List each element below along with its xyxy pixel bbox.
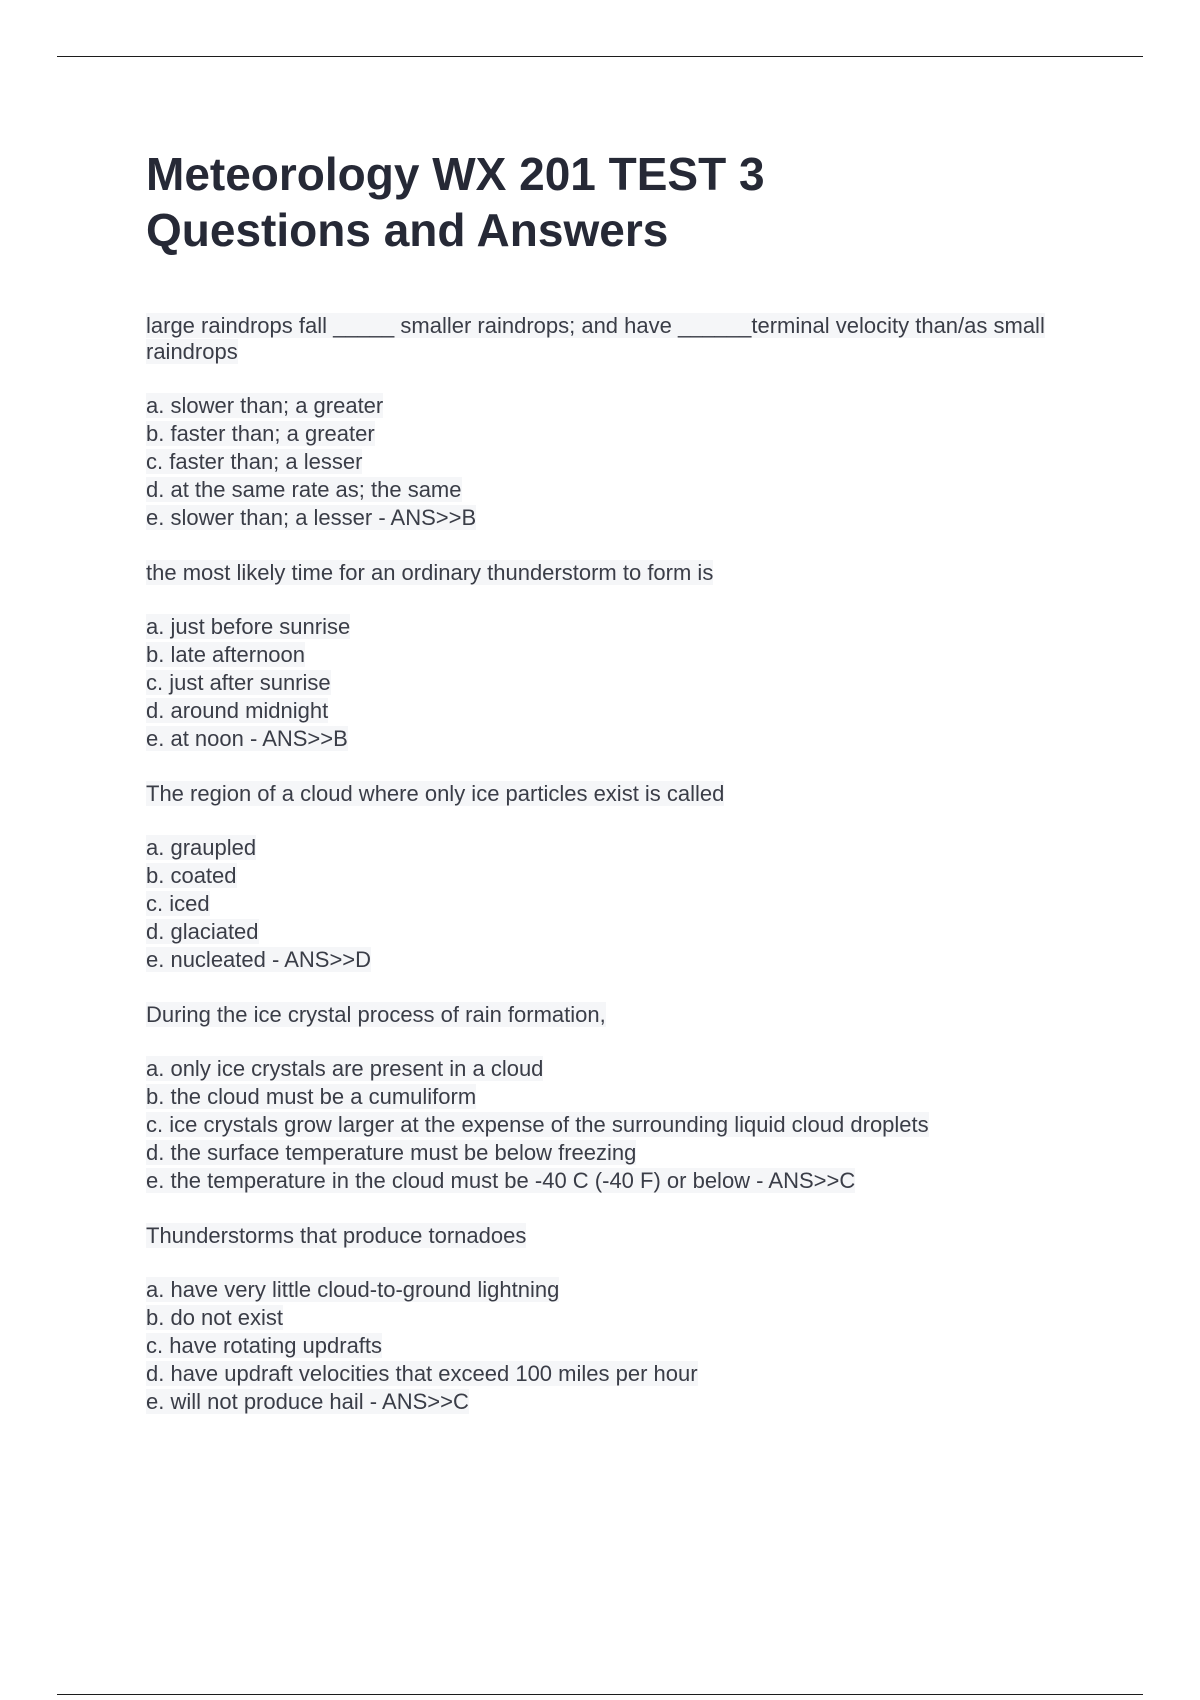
option-d: d. the surface temperature must be below freezing (146, 1140, 637, 1165)
option-c: c. have rotating updrafts (146, 1333, 383, 1358)
question-text: During the ice crystal process of rain formation, (146, 1002, 606, 1027)
question-text: The region of a cloud where only ice particles exist is called (146, 781, 725, 806)
question-block (146, 1223, 1096, 1416)
option-d: d. at the same rate as; the same (146, 477, 462, 502)
question-block (146, 781, 1096, 974)
option-a: a. only ice crystals are present in a cloud (146, 1056, 544, 1081)
option-b: b. coated (146, 863, 237, 888)
option-e-answer: e. nucleated - ANS>>D (146, 947, 372, 972)
answer-options (146, 613, 1096, 753)
option-e-answer: e. at noon - ANS>>B (146, 726, 348, 751)
option-b: b. late afternoon (146, 642, 306, 667)
document-body (146, 146, 1096, 1444)
answer-options (146, 834, 1096, 974)
page-title (146, 146, 1096, 258)
title-line-1: Meteorology WX 201 TEST 3 (146, 148, 765, 200)
option-e-answer: e. the temperature in the cloud must be -40 C (-40 F) or below - ANS>>C (146, 1168, 856, 1193)
question-text: Thunderstorms that produce tornadoes (146, 1223, 527, 1248)
question-block (146, 313, 1096, 532)
question-text: large raindrops fall _____ smaller raindrops; and have ______terminal velocity than/as small raindrops (146, 313, 1045, 364)
footer-rule (57, 1694, 1143, 1695)
option-b: b. faster than; a greater (146, 421, 375, 446)
option-c: c. just after sunrise (146, 670, 331, 695)
option-a: a. just before sunrise (146, 614, 351, 639)
option-b: b. do not exist (146, 1305, 283, 1330)
option-d: d. have updraft velocities that exceed 100 miles per hour (146, 1361, 698, 1386)
answer-options (146, 1055, 1096, 1195)
answer-options (146, 1276, 1096, 1416)
option-b: b. the cloud must be a cumuliform (146, 1084, 477, 1109)
option-d: d. glaciated (146, 919, 259, 944)
answer-options (146, 392, 1096, 532)
option-a: a. have very little cloud-to-ground lightning (146, 1277, 560, 1302)
option-e-answer: e. slower than; a lesser - ANS>>B (146, 505, 477, 530)
question-text: the most likely time for an ordinary thunderstorm to form is (146, 560, 714, 585)
option-a: a. graupled (146, 835, 257, 860)
title-line-2: Questions and Answers (146, 204, 669, 256)
question-block (146, 560, 1096, 753)
option-d: d. around midnight (146, 698, 329, 723)
option-c: c. iced (146, 891, 210, 916)
option-a: a. slower than; a greater (146, 393, 384, 418)
header-rule (57, 56, 1143, 57)
question-block (146, 1002, 1096, 1195)
question-list (146, 313, 1096, 1416)
option-c: c. faster than; a lesser (146, 449, 363, 474)
option-e-answer: e. will not produce hail - ANS>>C (146, 1389, 469, 1414)
option-c: c. ice crystals grow larger at the expense of the surrounding liquid cloud droplets (146, 1112, 929, 1137)
